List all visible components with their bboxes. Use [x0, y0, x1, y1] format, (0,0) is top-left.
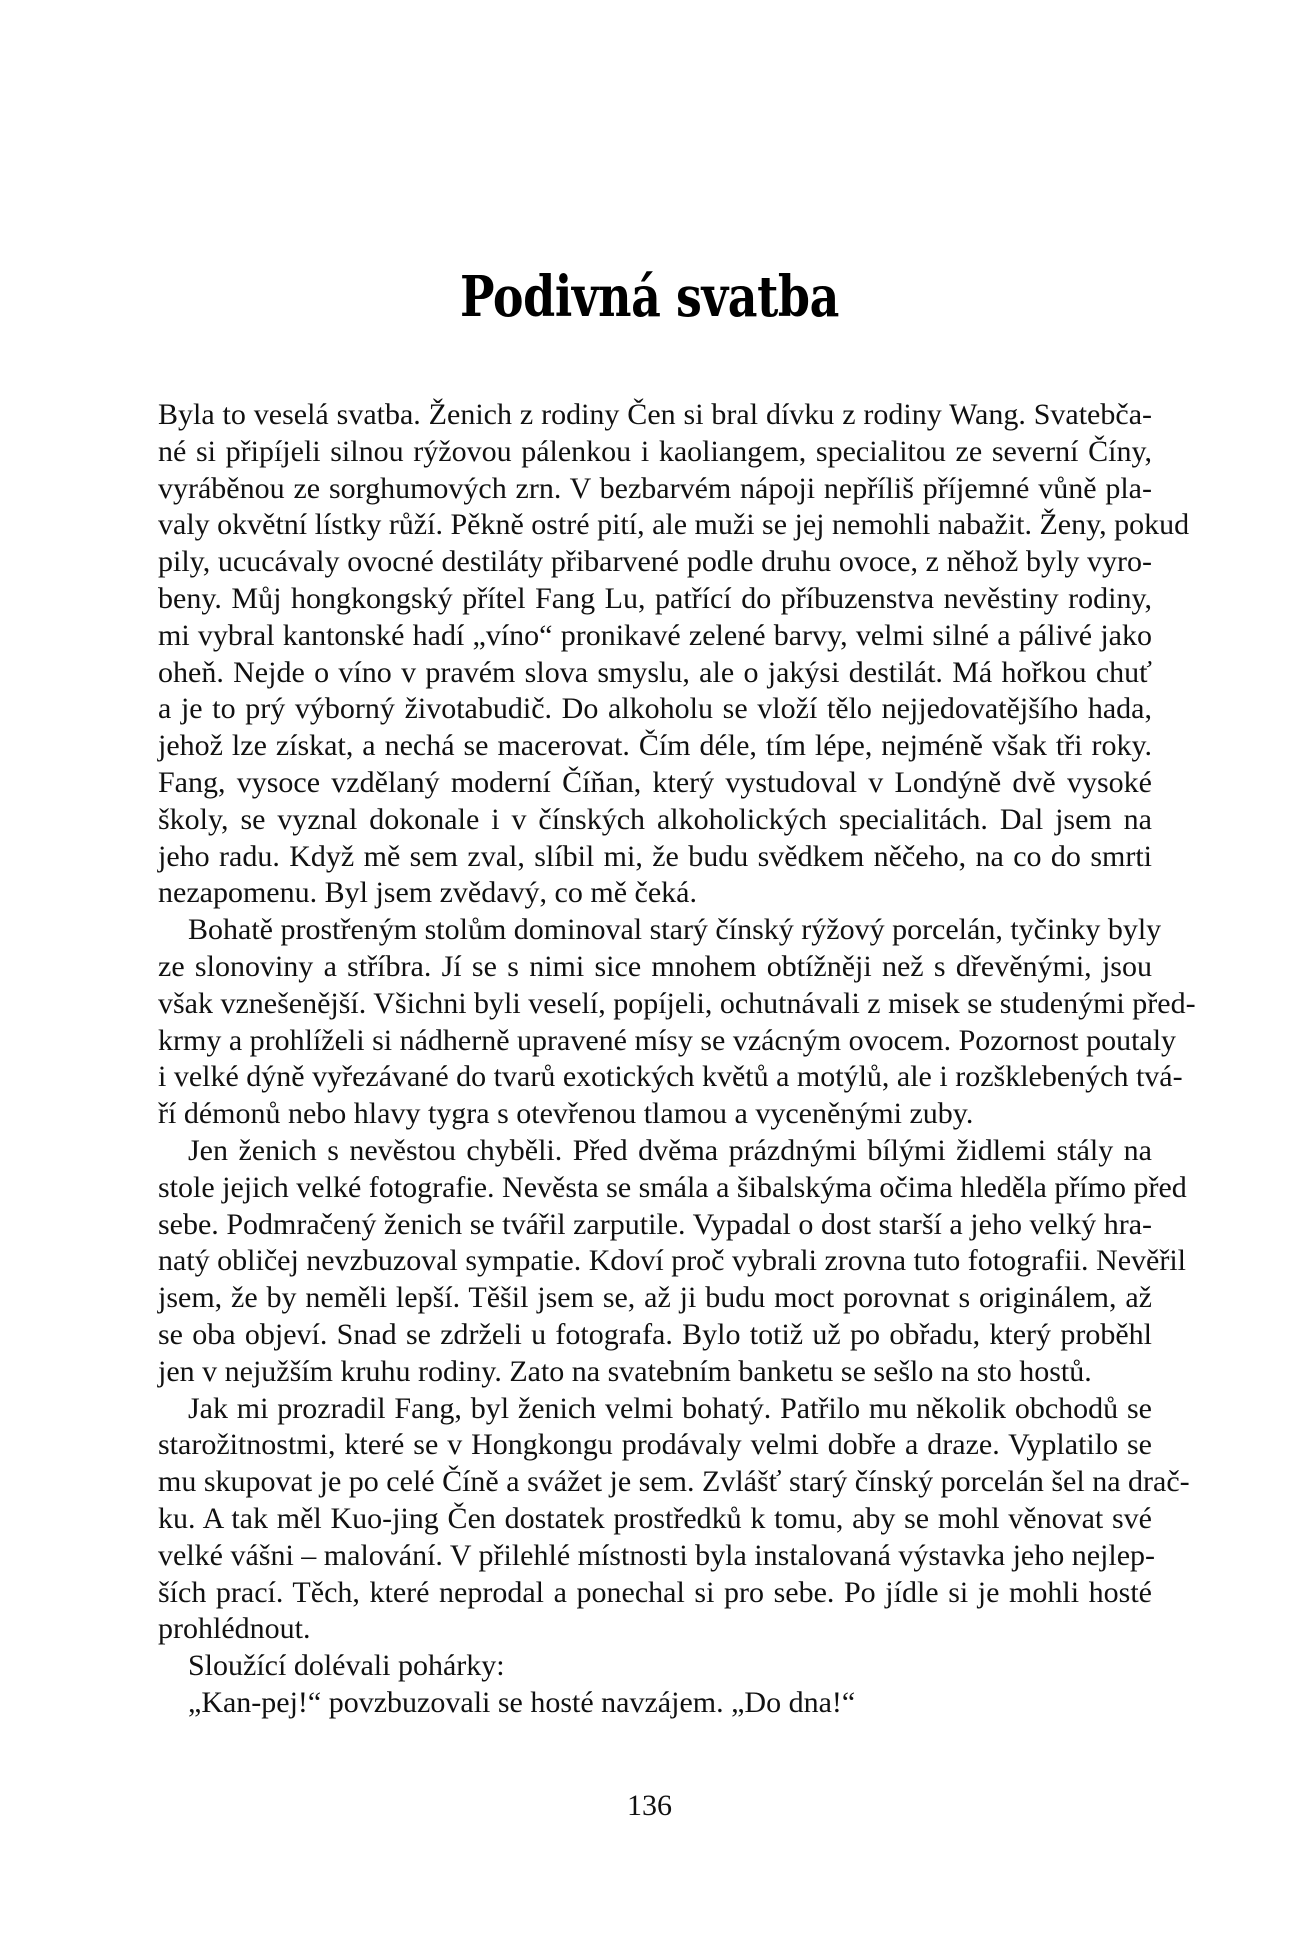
- text-line: však vznešenější. Všichni byli veselí, popíjeli, ochutnávali z misek se studenými před-: [158, 986, 1196, 1020]
- text-line: beny. Můj hongkongský přítel Fang Lu, patřící do příbuzenstva nevěstiny rodiny,: [158, 581, 1152, 615]
- text-line: stole jejich velké fotografie. Nevěsta se smála a šibalskýma očima hleděla přímo před: [158, 1170, 1187, 1204]
- text-line: jeho radu. Když mě sem zval, slíbil mi, že budu svědkem něčeho, na co do smrti: [158, 839, 1152, 873]
- text-line: ří démonů nebo hlavy tygra s otevřenou tlamou a vyceněnými zuby.: [158, 1097, 974, 1131]
- text-line: Sloužící dolévali pohárky:: [188, 1649, 505, 1683]
- text-line: i velké dýně vyřezávané do tvarů exotických květů a motýlů, ale i rozšklebených tvá-: [158, 1060, 1183, 1094]
- text-line: se oba objeví. Snad se zdrželi u fotografa. Bylo totiž už po obřadu, který proběhl: [158, 1317, 1152, 1351]
- page-number: 136: [627, 1789, 672, 1822]
- paragraph: [158, 912, 1196, 1133]
- text-line: Byla to veselá svatba. Ženich z rodiny Čen si bral dívku z rodiny Wang. Svatebča-: [158, 398, 1152, 431]
- text-line: mi vybral kantonské hadí „víno“ pronikavé zelené barvy, velmi silné a pálivé jako: [158, 618, 1152, 652]
- text-line: školy, se vyznal dokonale i v čínských alkoholických specialitách. Dal jsem na: [158, 802, 1152, 836]
- text-line: pily, ucucávaly ovocné destiláty přibarvené podle druhu ovoce, z něhož byly vyro-: [158, 545, 1152, 579]
- text-line: mu skupovat je po celé Číně a svážet je sem. Zvlášť starý čínský porcelán šel na drač-: [158, 1465, 1190, 1499]
- text-line: sebe. Podmračený ženich se tvářil zarputile. Vypadal o dost starší a jeho velký hra-: [158, 1207, 1152, 1241]
- chapter-title: Podivná svatba: [460, 264, 839, 330]
- text-line: ze slonoviny a stříbra. Jí se s nimi sice mnohem obtížněji než s dřevěnými, jsou: [158, 949, 1152, 983]
- text-line: a je to prý výborný životabudič. Do alkoholu se vloží tělo nejjedovatějšího hada,: [158, 692, 1152, 726]
- text-line: ších prací. Těch, které neprodal a ponechal si pro sebe. Po jídle si je mohli hosté: [158, 1575, 1152, 1609]
- text-line: Bohatě prostřeným stolům dominoval starý čínský rýžový porcelán, tyčinky byly: [188, 913, 1162, 947]
- text-line: prohlédnout.: [158, 1612, 311, 1646]
- text-line: starožitnostmi, které se v Hongkongu prodávaly velmi dobře a draze. Vyplatilo se: [158, 1428, 1152, 1462]
- text-line: vyráběnou ze sorghumových zrn. V bezbarvém nápoji nepříliš příjemné vůně pla-: [158, 471, 1152, 505]
- paragraph: [158, 1685, 1152, 1722]
- text-line: krmy a prohlíželi si nádherně upravené mísy se vzácným ovocem. Pozornost poutaly: [158, 1023, 1177, 1057]
- paragraph: [158, 397, 1190, 912]
- text-line: oheň. Nejde o víno v pravém slova smyslu, ale o jakýsi destilát. Má hořkou chuť: [158, 655, 1152, 689]
- text-line: Fang, vysoce vzdělaný moderní Číňan, který vystudoval v Londýně dvě vysoké: [158, 765, 1152, 799]
- paragraph: [158, 1391, 1190, 1649]
- text-line: né si připíjeli silnou rýžovou pálenkou i kaoliangem, specialitou ze severní Číny,: [158, 434, 1152, 468]
- text-line: nezapomenu. Byl jsem zvědavý, co mě čeká.: [158, 876, 697, 910]
- text-line: jen v nejužším kruhu rodiny. Zato na svatebním banketu se sešlo na sto hostů.: [158, 1354, 1092, 1388]
- text-line: ku. A tak měl Kuo-jing Čen dostatek prostředků k tomu, aby se mohl věnovat své: [158, 1501, 1152, 1535]
- text-line: velké vášni – malování. V přilehlé místnosti byla instalovaná výstavka jeho nejlep-: [158, 1538, 1156, 1572]
- text-line: valy okvětní lístky růží. Pěkně ostré pití, ale muži se jej nemohli nabažit. Ženy, pokud: [158, 508, 1190, 542]
- paragraph: [158, 1133, 1187, 1391]
- body-text: [158, 397, 1196, 1722]
- text-line: Jak mi prozradil Fang, byl ženich velmi bohatý. Patřilo mu několik obchodů se: [188, 1391, 1152, 1425]
- paragraph: [158, 1648, 1152, 1685]
- text-line: natý obličej nevzbuzoval sympatie. Kdoví proč vybrali zrovna tuto fotografii. Nevěřil: [158, 1244, 1187, 1278]
- text-line: jehož lze získat, a nechá se macerovat. Čím déle, tím lépe, nejméně však tři roky.: [158, 729, 1152, 763]
- text-line: „Kan-pej!“ povzbuzovali se hosté navzájem. „Do dna!“: [188, 1685, 856, 1719]
- text-line: Jen ženich s nevěstou chyběli. Před dvěma prázdnými bílými židlemi stály na: [188, 1133, 1152, 1167]
- text-line: jsem, že by neměli lepší. Těšil jsem se, až ji budu moct porovnat s originálem, až: [158, 1281, 1152, 1315]
